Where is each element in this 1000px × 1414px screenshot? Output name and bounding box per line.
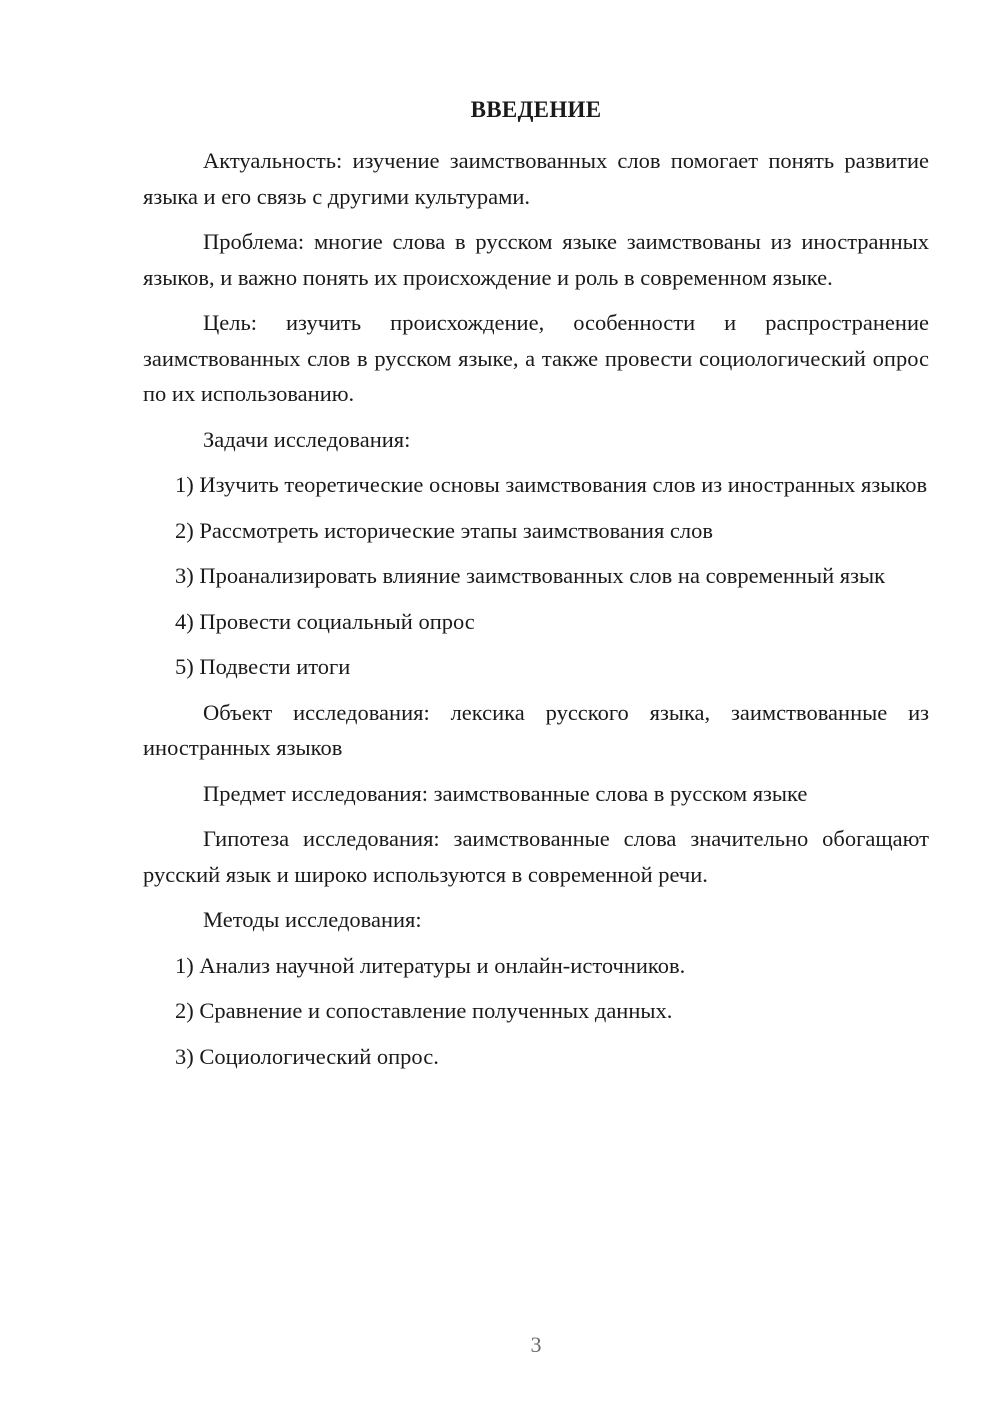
subject-paragraph: Предмет исследования: заимствованные слова в русском языке <box>203 780 808 806</box>
method-item: 1) Анализ научной литературы и онлайн-источников. <box>175 952 686 978</box>
tasks-heading: Задачи исследования: <box>203 426 411 452</box>
task-item: 2) Рассмотреть исторические этапы заимствования слов <box>175 517 714 543</box>
page-number: 3 <box>530 1332 542 1357</box>
document-body <box>143 143 929 1084</box>
object-paragraph: Объект исследования: лексика русского языка, заимствованные из иностранных языков <box>143 699 929 760</box>
page-title: ВВЕДЕНИЕ <box>470 97 602 122</box>
problem-paragraph: Проблема: многие слова в русском языке заимствованы из иностранных языков, и важно понять их происхождение и роль в современном языке. <box>143 229 929 290</box>
task-item: 3) Проанализировать влияние заимствованных слов на современный язык <box>175 563 886 588</box>
goal-paragraph: Цель: изучить происхождение, особенности и распространение заимствованных слов в русском языке, а также провести социологический опрос по их использованию. <box>143 310 929 406</box>
task-item: 5) Подвести итоги <box>175 654 351 679</box>
method-item: 2) Сравнение и сопоставление полученных данных. <box>175 998 673 1023</box>
task-item: 4) Провести социальный опрос <box>175 608 475 634</box>
method-item: 3) Социологический опрос. <box>175 1043 439 1069</box>
relevance-paragraph: Актуальность: изучение заимствованных слов помогает понять развитие языка и его связь с другими культурами. <box>143 148 929 209</box>
methods-heading: Методы исследования: <box>203 907 422 932</box>
task-item: 1) Изучить теоретические основы заимствования слов из иностранных языков <box>175 472 928 497</box>
hypothesis-paragraph: Гипотеза исследования: заимствованные слова значительно обогащают русский язык и широко используются в современной речи. <box>143 826 929 887</box>
